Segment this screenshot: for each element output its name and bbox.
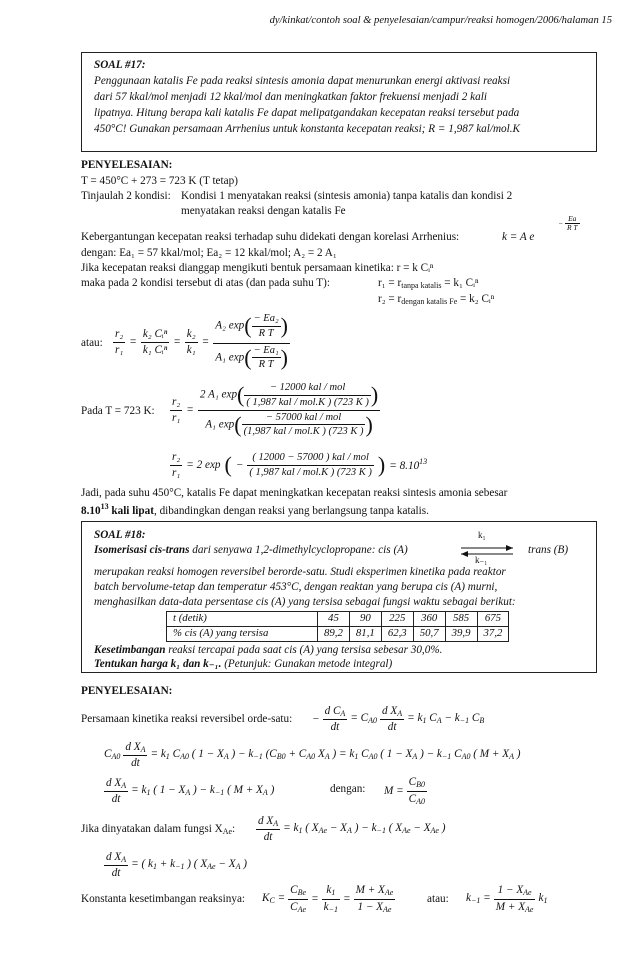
dengan-m-label: dengan: (330, 783, 366, 795)
isomerisasi-line: Isomerisasi cis-trans dari senyawa 1,2-dimethylcyclopropane: cis (A) (94, 544, 408, 556)
table-cell: 90 (349, 612, 381, 627)
kinetika-line: Jika kecepatan reaksi dianggap mengikuti bentuk persamaan kinetika: r = k Cᵢⁿ (81, 262, 434, 274)
ratio-equation-1: $\frac{\text{r₂}}{\text{r₁}}$ = $\frac{\text{k₂ Cᵢⁿ}}{\text{k₁ Cᵢⁿ}}$ = $\frac{\text{k₂}}{\text{k₁}}$ = A₂ exp( $\frac{\text{− Ea₂}}{\text{R T}}$ ) A₁ exp( $\frac{\text{− Ea₁}}{\text{R T}}$ ) (115, 313, 288, 371)
conclusion-line2: 8.10$^{13}$ kali lipat, dibandingkan dengan reaksi yang berlangsung tanpa katalis. (81, 502, 429, 517)
table-cell: 89,2 (318, 627, 350, 642)
table-cell: % cis (A) yang tersisa (167, 627, 318, 642)
table-cell: t (detik) (167, 612, 318, 627)
penyelesaian-17-title: PENYELESAIAN: (81, 159, 173, 171)
ratio-equation-2: $\frac{\text{r₂}}{\text{r₁}}$ = 2 A₁ exp( $\frac{\text{− 12000 kal / mol}}{\text{( 1,987 kal / mol.K ) (723 K )}}$ ) A₁ exp( $\frac{\text{− 57000 kal / mol}}{\text{(1,987 kal / mol.K ) (723 K )}}$ ) (172, 382, 379, 438)
soal-17-title: SOAL #17: (94, 59, 146, 71)
maka-line: maka pada 2 kondisi tersebut di atas (dan pada suhu T): (81, 277, 330, 289)
kinetika-reversibel-line: Persamaan kinetika reaksi reversibel orde-satu: (81, 713, 293, 725)
running-header: dy/kinkat/contoh soal & penyelesaian/campur/reaksi homogen/2006/halaman 15 (269, 15, 612, 26)
table-cell: 39,9 (445, 627, 477, 642)
kesetimbangan-line: Kesetimbangan reaksi tercapai pada saat cis (A) yang tersisa sebesar 30,0%. (94, 644, 443, 656)
arrhenius-text: Kebergantungan kecepatan reaksi terhadap suhu didekati dengan korelasi Arrhenius: (81, 231, 460, 243)
soal-17-line4: 450°C! Gunakan persamaan Arrhenius untuk konstanta kecepatan reaksi; R = 1,987 kal/mol.K (94, 123, 521, 135)
dengan-line: dengan: Ea₁ = 57 kkal/mol; Ea₂ = 12 kkal/mol; A₂ = 2 A₁ (81, 247, 337, 259)
table-row (167, 612, 509, 627)
table-cell: 585 (445, 612, 477, 627)
soal-18-title: SOAL #18: (94, 529, 146, 541)
table-cell: 225 (381, 612, 413, 627)
table-cell: 675 (477, 612, 509, 627)
kinetics-data-table (166, 611, 509, 642)
soal-18-line2: merupakan reaksi homogen reversibel berorde-satu. Studi eksperimen kinetika pada reaktor (94, 566, 506, 578)
soal-17-line2: dari 57 kkal/mol menjadi 12 kkal/mol dan meningkatkan faktor frekuensi menjadi 2 kali (94, 91, 487, 103)
tentukan-line: Tentukan harga k₁ dan k₋₁. (Petunjuk: Gunakan metode integral) (94, 658, 393, 670)
konstanta-line: Konstanta kesetimbangan reaksinya: (81, 893, 246, 905)
temperature-line: T = 450°C + 273 = 723 K (T tetap) (81, 175, 238, 187)
trans-label: trans (B) (528, 544, 569, 556)
ratio-equation-3: $\frac{\text{r₂}}{\text{r₁}}$ = 2 exp ( − $\frac{\text{( 12000 − 57000 ) kal / mol}}{\text{( 1,987 kal / mol.K ) (723 K )}}$ ) = $8.10^{13}$ (172, 451, 428, 479)
rate-equation-xa: $\frac{d X_A}{dt}$ = $k_1$ ( $1 - X_A$ ) − $k_{-1}$ ( $M + X_A$ ) (106, 776, 275, 805)
soal-18-line4: menghasilkan data-data persentase cis (A) yang tersisa sebagai fungsi waktu sebagai berikut: (94, 596, 516, 608)
table-cell: 37,2 (477, 627, 509, 642)
atau-label: atau: (81, 337, 103, 349)
arrhenius-exponent: − $\frac{Ea}{\text{R T}}$ (558, 214, 578, 233)
conclusion-line1: Jadi, pada suhu 450°C, katalis Fe dapat meningkatkan kecepatan reaksi sintesis amonia sebesar (81, 487, 508, 499)
table-cell: 45 (318, 612, 350, 627)
kc-equation: $K_C$ = $\frac{C_{Be}}{C_{Ae}}$ = $\frac{k_1}{k_{-1}}$ = $\frac{M + X_{Ae}}{1 - X_{Ae}}$ (262, 884, 394, 914)
fungsi-xae-line: Jika dinyatakan dalam fungsi $X_{Ae}$: (81, 823, 236, 836)
pada-t-label: Pada T = 723 K: (81, 405, 155, 417)
r2-line: $r_2 = r_{dengan katalis Fe} = k_2$ Cᵢⁿ (378, 293, 495, 306)
rate-equation-combined: $\frac{d X_A}{dt}$ = ( $k_1 + k_{-1}$ ) ( $X_{Ae} - X_A$ ) (106, 850, 248, 879)
atau-label-2: atau: (427, 893, 449, 905)
penyelesaian-18-title: PENYELESAIAN: (81, 685, 173, 697)
k1-label: k₁ (478, 530, 486, 540)
table-cell: 81,1 (349, 627, 381, 642)
r1-line: $r_1 = r_{tanpa katalis} = k_1$ Cᵢⁿ (378, 277, 479, 290)
k-minus-1-label: k₋₁ (475, 555, 488, 565)
soal-17-line1: Penggunaan katalis Fe pada reaksi sintesis amonia dapat menurunkan energi aktivasi reaksi (94, 75, 511, 87)
table-cell: 50,7 (413, 627, 445, 642)
soal-18-line3: batch bervolume-tetap dan temperatur 453°C, dengan reaktan yang berupa cis (A) murni, (94, 581, 498, 593)
m-definition: M = $\frac{C_{B0}}{C_{A0}}$ (384, 776, 426, 806)
tinjau-label: Tinjaulah 2 kondisi: (81, 190, 171, 202)
tinjau-kondisi: Kondisi 1 menyatakan reaksi (sintesis amonia) tanpa katalis dan kondisi 2 (181, 190, 513, 202)
rate-equation-expanded: $C_{A0}$ $\frac{d X_A}{dt}$ = $k_1$ $C_{A0}$ ( $1 - X_A$ ) − $k_{-1}$ ($C_{B0} + C_{A0}$ $X_A$ ) = $k_1$ $C_{A0}$ ( $1 - X_A$ ) − $k_{-1}$ $C_{A0}$ ( $M + X_A$ ) (104, 740, 521, 769)
soal-17-line3: lipatnya. Hitung berapa kali katalis Fe dapat melipatgandakan kecepatan reaksi tersebut pada (94, 107, 520, 119)
rate-equation-xae: $\frac{d X_A}{dt}$ = $k_1$ ( $X_{Ae} - X_A$ ) − $k_{-1}$ ( $X_{Ae} - X_{Ae}$ ) (258, 814, 446, 843)
k-minus-1-equation: $k_{-1}$ = $\frac{1 - X_{Ae}}{M + X_{Ae}}$ $k_1$ (466, 884, 548, 914)
table-row (167, 627, 509, 642)
reversible-rate-equation: − $\frac{d C_A}{dt}$ = $C_{A0}$ $\frac{d X_A}{dt}$ = $k_1$ $C_A - k_{-1}$ $C_B$ (312, 704, 485, 733)
table-cell: 62,3 (381, 627, 413, 642)
tinjau-kondisi-2: menyatakan reaksi dengan katalis Fe (181, 205, 346, 217)
table-cell: 360 (413, 612, 445, 627)
arrhenius-equation: k = A e (502, 231, 535, 243)
